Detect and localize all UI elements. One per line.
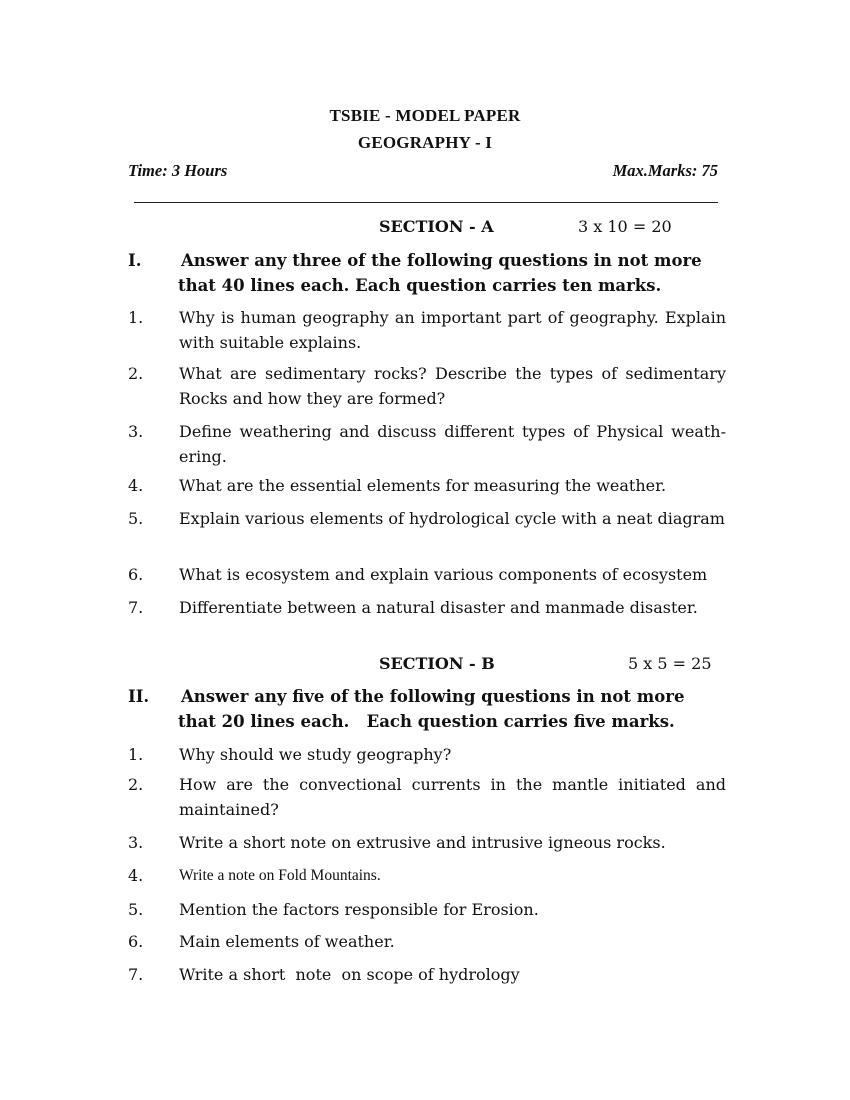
section-a-instruction-text: Answer any three of the following questions in not more that 40 lines each. Each question carries ten marks. bbox=[178, 251, 702, 295]
question-number: 5. bbox=[128, 900, 144, 919]
list-item bbox=[128, 506, 726, 531]
list-item bbox=[128, 742, 726, 767]
question-text: Explain various elements of hydrological cycle with a neat diagram bbox=[179, 509, 725, 528]
question-text: Write a note on Fold Mountains. bbox=[179, 867, 381, 884]
section-b-roman: II. bbox=[128, 687, 150, 706]
question-text: Why should we study geography? bbox=[179, 745, 452, 764]
section-a-roman: I. bbox=[128, 251, 142, 270]
list-item bbox=[128, 419, 726, 469]
question-text: Define weathering and discuss different types of Physical weath-ering. bbox=[179, 422, 726, 466]
list-item bbox=[128, 863, 726, 888]
time-label: Time: 3 Hours bbox=[128, 161, 228, 180]
question-text: Mention the factors responsible for Erosion. bbox=[179, 900, 539, 919]
section-b-marks: 5 x 5 = 25 bbox=[628, 654, 712, 673]
question-text: Write a short note on extrusive and intrusive igneous rocks. bbox=[179, 833, 666, 852]
question-number: 5. bbox=[128, 509, 144, 528]
question-text: Why is human geography an important part of geography. Explain with suitable explains. bbox=[179, 308, 726, 352]
question-number: 3. bbox=[128, 422, 144, 441]
question-text: What are sedimentary rocks? Describe the types of sedimentary Rocks and how they are formed? bbox=[179, 364, 726, 408]
list-item bbox=[128, 473, 726, 498]
list-item bbox=[128, 929, 726, 954]
list-item bbox=[128, 772, 726, 822]
question-number: 1. bbox=[128, 308, 144, 327]
section-b-instruction bbox=[128, 684, 728, 734]
section-a-marks: 3 x 10 = 20 bbox=[578, 217, 672, 236]
max-marks-label: Max.Marks: 75 bbox=[612, 161, 718, 180]
question-text: Main elements of weather. bbox=[179, 932, 395, 951]
list-item bbox=[128, 361, 726, 411]
question-number: 1. bbox=[128, 745, 144, 764]
question-number: 7. bbox=[128, 598, 144, 617]
question-text: How are the convectional currents in the mantle initiated and maintained? bbox=[179, 775, 726, 819]
list-item bbox=[128, 562, 726, 587]
question-number: 3. bbox=[128, 833, 144, 852]
question-text: What is ecosystem and explain various components of ecosystem bbox=[179, 565, 708, 584]
question-text: What are the essential elements for measuring the weather. bbox=[179, 476, 667, 495]
question-text: Write a short note on scope of hydrology bbox=[179, 965, 520, 984]
paper-subject: GEOGRAPHY - I bbox=[357, 133, 493, 152]
question-text: Differentiate between a natural disaster and manmade disaster. bbox=[179, 598, 698, 617]
section-a-instruction bbox=[128, 248, 728, 298]
question-number: 6. bbox=[128, 565, 144, 584]
question-number: 7. bbox=[128, 965, 144, 984]
list-item bbox=[128, 595, 726, 620]
section-a-heading: SECTION - A bbox=[379, 217, 494, 236]
question-number: 4. bbox=[128, 476, 144, 495]
section-b-instruction-text: Answer any five of the following questions in not more that 20 lines each. Each question carries five marks. bbox=[178, 687, 691, 731]
question-number: 2. bbox=[128, 364, 144, 383]
question-number: 2. bbox=[128, 775, 144, 794]
question-number: 6. bbox=[128, 932, 144, 951]
question-number: 4. bbox=[128, 866, 144, 885]
section-b-heading: SECTION - B bbox=[379, 654, 495, 673]
list-item bbox=[128, 897, 726, 922]
list-item bbox=[128, 305, 726, 355]
paper-title: TSBIE - MODEL PAPER bbox=[329, 106, 521, 125]
list-item bbox=[128, 962, 726, 987]
header-divider bbox=[134, 202, 718, 203]
list-item bbox=[128, 830, 726, 855]
